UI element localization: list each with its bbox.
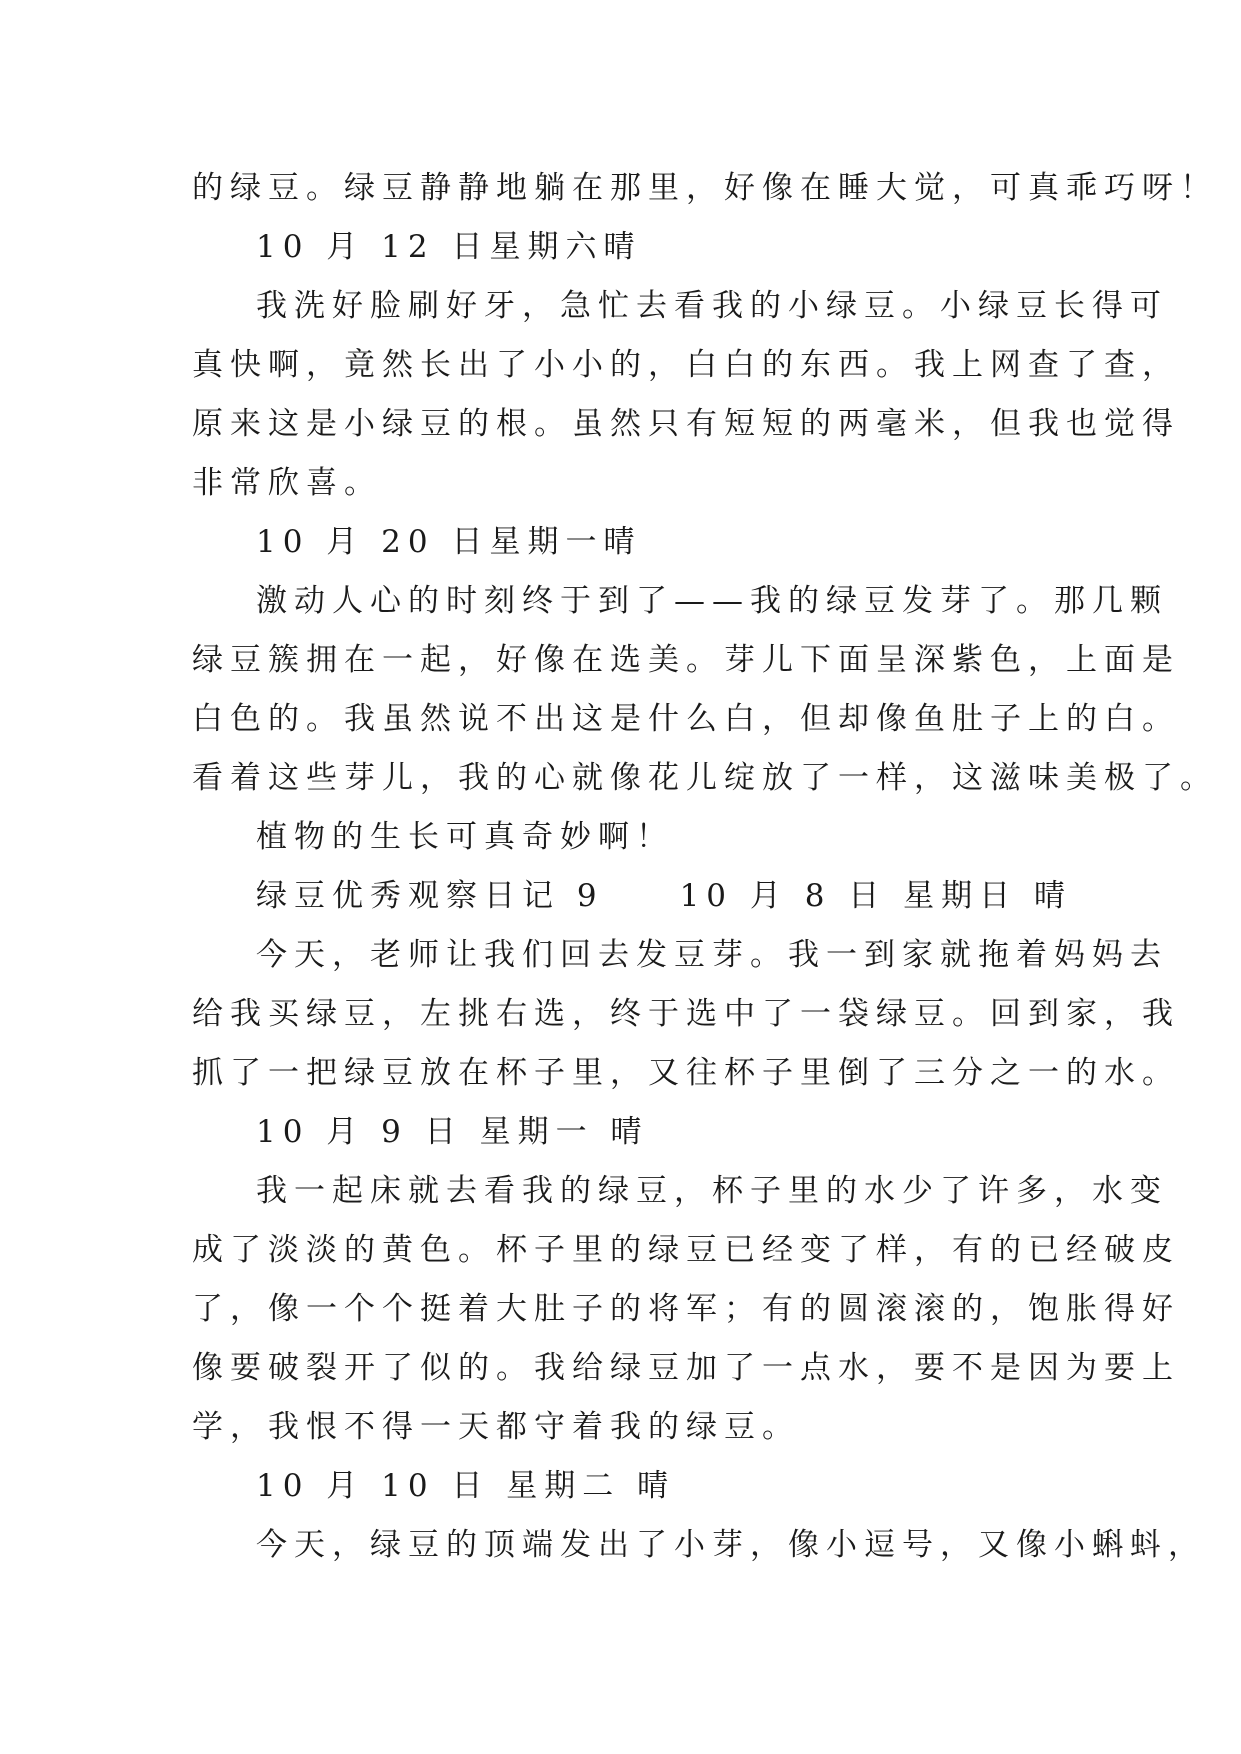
diary-date: 10 月 10 日 星期二 晴	[256, 1468, 676, 1504]
diary-date: 10 月 20 日星期一晴	[256, 524, 642, 560]
text-line: 我一起床就去看我的绿豆，杯子里的水少了许多，水变	[256, 1173, 1168, 1209]
section-heading: 绿豆优秀观察日记 9 10 月 8 日 星期日 晴	[256, 878, 1073, 914]
text-line: 的绿豆。绿豆静静地躺在那里，好像在睡大觉，可真乖巧呀！	[192, 170, 1218, 206]
text-line: 今天，老师让我们回去发豆芽。我一到家就拖着妈妈去	[256, 937, 1168, 973]
diary-date: 10 月 12 日星期六晴	[256, 229, 642, 265]
text-line: 原来这是小绿豆的根。虽然只有短短的两毫米，但我也觉得	[192, 406, 1180, 442]
text-line: 像要破裂开了似的。我给绿豆加了一点水，要不是因为要上	[192, 1350, 1180, 1386]
text-line: 看着这些芽儿，我的心就像花儿绽放了一样，这滋味美极了。	[192, 760, 1218, 796]
text-line: 植物的生长可真奇妙啊！	[256, 819, 674, 855]
text-line: 非常欣喜。	[192, 465, 382, 501]
diary-date: 10 月 9 日 星期一 晴	[256, 1114, 649, 1150]
text-line: 激动人心的时刻终于到了——我的绿豆发芽了。那几颗	[256, 583, 1168, 619]
text-line: 白色的。我虽然说不出这是什么白，但却像鱼肚子上的白。	[192, 701, 1180, 737]
text-line: 抓了一把绿豆放在杯子里，又往杯子里倒了三分之一的水。	[192, 1055, 1180, 1091]
text-line: 成了淡淡的黄色。杯子里的绿豆已经变了样，有的已经破皮	[192, 1232, 1180, 1268]
text-line: 今天，绿豆的顶端发出了小芽，像小逗号，又像小蝌蚪，	[256, 1527, 1206, 1563]
text-line: 学，我恨不得一天都守着我的绿豆。	[192, 1409, 800, 1445]
text-line: 真快啊，竟然长出了小小的，白白的东西。我上网查了查，	[192, 347, 1180, 383]
text-line: 了，像一个个挺着大肚子的将军；有的圆滚滚的，饱胀得好	[192, 1291, 1180, 1327]
text-line: 给我买绿豆，左挑右选，终于选中了一袋绿豆。回到家，我	[192, 996, 1180, 1032]
text-line: 我洗好脸刷好牙，急忙去看我的小绿豆。小绿豆长得可	[256, 288, 1168, 324]
text-line: 绿豆簇拥在一起，好像在选美。芽儿下面呈深紫色，上面是	[192, 642, 1180, 678]
